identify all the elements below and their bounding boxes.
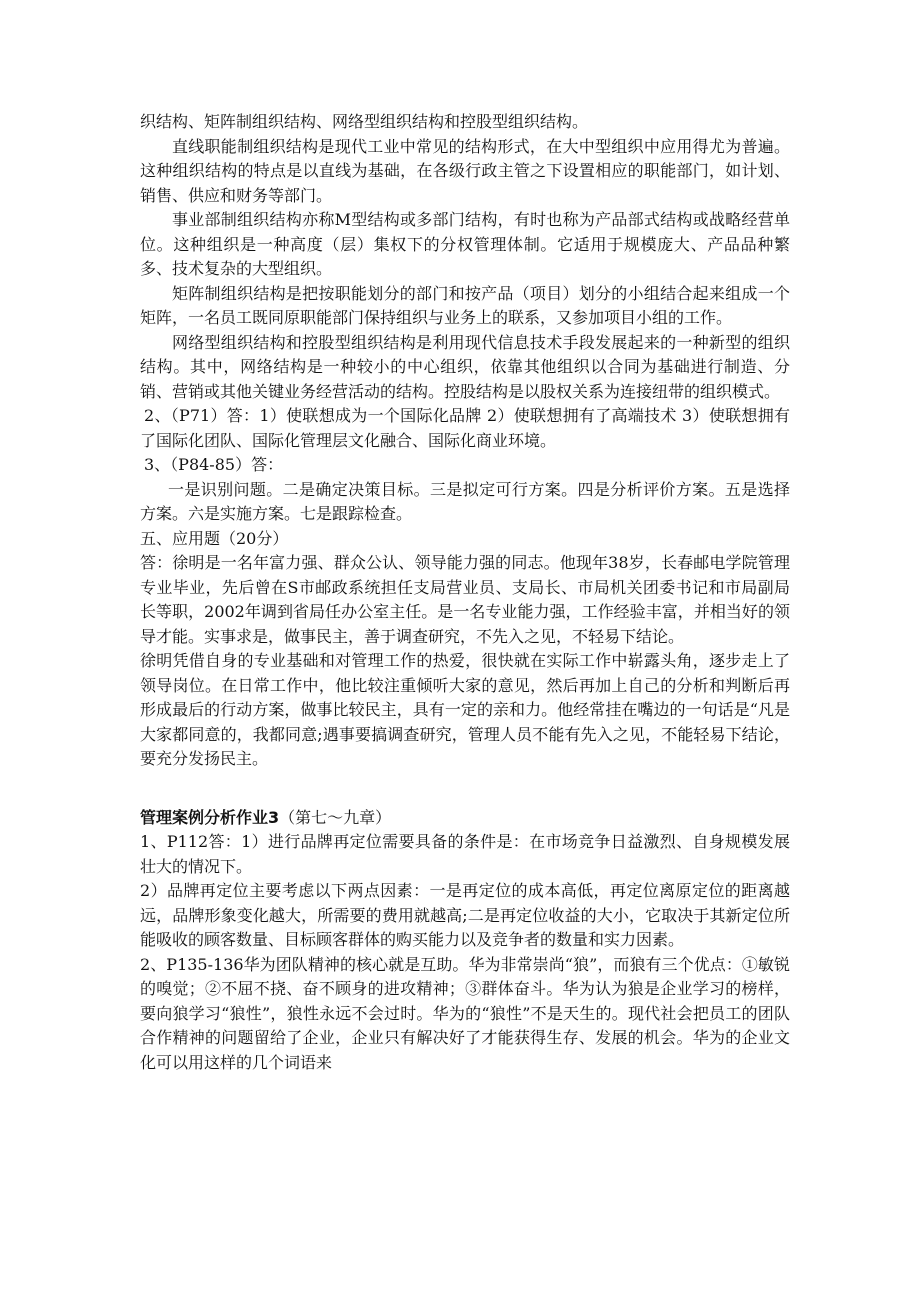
answer-p112-part1: 1、P112答：1）进行品牌再定位需要具备的条件是：在市场竞争日益激烈、自身规模发展壮大的情况下。	[140, 832, 790, 876]
paragraph-line-functional: 直线职能制组织结构是现代工业中常见的结构形式，在大中型组织中应用得尤为普遍。这种组织结构的特点是以直线为基础，在各级行政主管之下设置相应的职能部门，如计划、销售、供应和财务等部门。	[140, 136, 790, 205]
paragraph-network-holding: 网络型组织结构和控股型组织结构是利用现代信息技术手段发展起来的一种新型的组织结构。其中，网络结构是一种较小的中心组织，依靠其他组织以合同为基础进行制造、分销、营销或其他关键业务经营活动的结构。控股结构是以股权关系为连接纽带的组织模式。	[140, 332, 790, 401]
paragraph-matrix: 矩阵制组织结构是把按职能划分的部门和按产品（项目）划分的小组结合起来组成一个矩阵，一名员工既同原职能部门保持组织与业务上的联系，又参加项目小组的工作。	[140, 283, 790, 327]
answer-application-2: 徐明凭借自身的专业基础和对管理工作的热爱，很快就在实际工作中崭露头角，逐步走上了领导岗位。在日常工作中，他比较注重倾听大家的意见，然后再加上自己的分析和判断后再形成最后的行动方案，做事比较民主，具有一定的亲和力。他经常挂在嘴边的一句话是“凡是大家都同意的，我都同意;遇事要搞调查研究，管理人员不能有先入之见，不能轻易下结论，要充分发扬民主。	[140, 651, 790, 768]
section-heading-application: 五、应用题（20分）	[140, 528, 289, 548]
assignment-heading	[140, 806, 790, 831]
section-gap	[140, 772, 790, 806]
assignment-heading-chapters: （第七～九章）	[279, 807, 392, 827]
answer-item-3-label: 3、（P84-85）答：	[144, 455, 284, 474]
answer-item-2: 2、（P71）答：1）使联想成为一个国际化品牌 2）使联想拥有了高端技术 3）使联想拥有了国际化团队、国际化管理层文化融合、国际化商业环境。	[140, 406, 790, 450]
answer-item-3-content: 一是识别问题。二是确定决策目标。三是拟定可行方案。四是分析评价方案。五是选择方案。六是实施方案。七是跟踪检查。	[140, 479, 790, 523]
paragraph-structure-types: 织结构、矩阵制组织结构、网络型组织结构和控股型组织结构。	[140, 112, 589, 131]
paragraph-divisional: 事业部制组织结构亦称M型结构或多部门结构，有时也称为产品部式结构或战略经营单位。这种组织是一种高度（层）集权下的分权管理体制。它适用于规模庞大、产品品种繁多、技术复杂的大型组织。	[140, 210, 790, 278]
assignment-heading-bold: 管理案例分析作业3	[140, 807, 280, 827]
answer-application-1: 答：徐明是一名年富力强、群众公认、领导能力强的同志。他现年38岁，长春邮电学院管理专业毕业，先后曾在S市邮政系统担任支局营业员、支局长、市局机关团委书记和市局副局长等职，2002年调到省局任办公室主任。是一名专业能力强，工作经验丰富，并相当好的领导才能。实事求是，做事民主，善于调查研究，不先入之见，不轻易下结论。	[140, 553, 790, 646]
document-page	[140, 110, 790, 1075]
answer-p135-huawei: 2、P135-136华为团队精神的核心就是互助。华为非常崇尚“狼”，而狼有三个优点：①敏锐的嗅觉；②不屈不挠、奋不顾身的进攻精神；③群体奋斗。华为认为狼是企业学习的榜样，要向狼学习“狼性”，狼性永远不会过时。华为的“狼性”不是天生的。现代社会把员工的团队合作精神的问题留给了企业，企业只有解决好了才能获得生存、发展的机会。华为的企业文化可以用这样的几个词语来	[140, 954, 790, 1072]
answer-p112-part2: 2）品牌再定位主要考虑以下两点因素：一是再定位的成本高低，再定位离原定位的距离越远，品牌形象变化越大，所需要的费用就越高;二是再定位收益的大小，它取决于其新定位所能吸收的顾客数量、目标顾客群体的购买能力以及竞争者的数量和实力因素。	[140, 881, 790, 949]
